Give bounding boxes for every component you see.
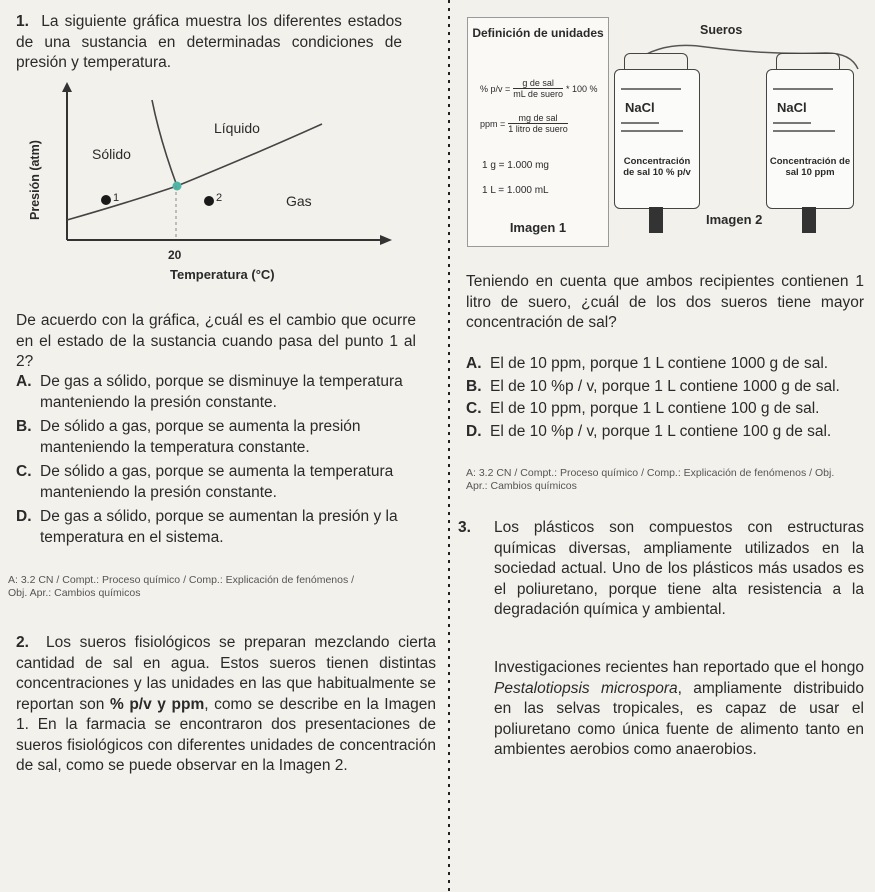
q2-option-a[interactable]	[466, 354, 868, 375]
q2-text-after: , como se describe en la Imagen 1. En la farmacia se encontraron dos presentaciones de sueros fisiológicos con diferentes unidades de concentración de sal, como se puede observar en la Imagen 2.	[16, 695, 437, 774]
conversion-g-mg: 1 g = 1.000 mg	[482, 160, 549, 171]
image2-caption: Imagen 2	[706, 212, 763, 227]
formula-ppm-left: ppm =	[480, 118, 506, 129]
bag2-line	[773, 122, 811, 124]
formula-pv-fraction	[513, 78, 563, 99]
point-2-marker	[204, 196, 214, 206]
q2-option-d[interactable]	[466, 422, 868, 443]
formula-pv-num: g de sal	[513, 78, 563, 89]
image1-caption: Imagen 1	[509, 220, 567, 235]
q1-option-d[interactable]	[16, 507, 420, 548]
q3-number: 3.	[458, 519, 471, 536]
image1-title: Definición de unidades	[472, 26, 604, 40]
liquid-label: Líquido	[214, 120, 260, 136]
x-axis-label: Temperatura (°C)	[170, 267, 275, 282]
q2-text-before: Los sueros fisiológicos se preparan mezclando cierta cantidad de sal en agua. Estos sueros tienen distintas concentraciones y las unidades en las que habitualmente se reportan son	[16, 634, 436, 713]
bag1-line	[621, 122, 659, 124]
formula-ppm-fraction	[508, 113, 568, 134]
q2-number: 2.	[16, 634, 29, 651]
q2-units: % p/v y ppm	[109, 695, 205, 713]
formula-pv-left: % p/v =	[480, 83, 511, 94]
bag2-line	[773, 88, 833, 90]
bag2	[766, 69, 854, 209]
q3-fungus-name: Pestalotiopsis microspora	[494, 679, 678, 697]
q2-statement	[16, 633, 436, 777]
image2	[606, 17, 868, 245]
point-1-marker	[101, 195, 111, 205]
q1-option-a-text: De gas a sólido, porque se disminuye la temperatura manteniendo la presión constante.	[40, 373, 403, 411]
point-1-label: 1	[113, 192, 120, 204]
phase-diagram-svg	[20, 80, 420, 290]
q1-options	[16, 372, 420, 552]
phase-diagram	[20, 80, 420, 290]
formula-ppm	[480, 113, 568, 134]
conversion-l-ml: 1 L = 1.000 mL	[482, 185, 549, 196]
bag2-line	[773, 130, 835, 132]
y-axis-arrow	[62, 82, 72, 92]
q2-option-b-text: El de 10 %p / v, porque 1 L contiene 1000 g de sal.	[490, 377, 840, 395]
q1-option-d-text: De gas a sólido, porque se aumentan la presión y la temperatura en el sistema.	[40, 508, 398, 546]
q2-option-b-letter: B.	[466, 377, 482, 395]
q1-statement	[16, 12, 402, 74]
q3-p2-after: , ampliamente distribuido en las selvas tropicales, es capaz de usar el poliuretano como única fuente de alimento tanto en ambientes aerobios como anaerobios.	[494, 679, 865, 758]
bag1-line	[621, 88, 681, 90]
triple-point	[173, 182, 182, 191]
q2-option-b[interactable]	[466, 377, 868, 398]
y-axis-label: Presión (atm)	[28, 140, 42, 220]
sublimation-curve	[67, 186, 177, 220]
formula-ppm-num: mg de sal	[508, 113, 568, 124]
bag1-concentration: Concentración de sal 10 % p/v	[623, 156, 691, 178]
q2-option-d-letter: D.	[466, 422, 482, 440]
q1-option-c-letter: C.	[16, 463, 32, 480]
bag2-port	[802, 207, 816, 233]
bag2-tab	[776, 53, 840, 70]
formula-pv-right: * 100 %	[565, 83, 598, 94]
formula-ppm-den: 1 litro de suero	[508, 124, 568, 134]
bag1-name: NaCl	[625, 100, 655, 115]
q1-option-c-text: De sólido a gas, porque se aumenta la temperatura manteniendo la presión constante.	[40, 463, 394, 501]
q1-option-b[interactable]	[16, 417, 420, 458]
q1-option-b-letter: B.	[16, 418, 32, 435]
bag2-concentration: Concentración de sal 10 ppm	[769, 156, 851, 178]
bag1-tab	[624, 53, 688, 70]
image2-title: Sueros	[700, 23, 743, 37]
gas-label: Gas	[286, 193, 312, 209]
q1-statement-text: La siguiente gráfica muestra los diferentes estados de una sustancia en determinadas condiciones de presión y temperatura.	[16, 13, 402, 71]
point-2-label: 2	[216, 192, 223, 204]
bag2-name: NaCl	[777, 100, 807, 115]
q3-block	[458, 518, 864, 621]
x-tick-20: 20	[168, 248, 182, 262]
q1-footnote: A: 3.2 CN / Compt.: Proceso químico / Comp.: Explicación de fenómenos / Obj. Apr.: Cambios químicos	[8, 574, 355, 599]
q2-option-a-letter: A.	[466, 355, 482, 372]
q2-question: Teniendo en cuenta que ambos recipientes contienen 1 litro de suero, ¿cuál de los dos sueros tiene mayor concentración de sal?	[466, 273, 864, 331]
q2-option-d-text: El de 10 %p / v, porque 1 L contiene 100 g de sal.	[490, 422, 832, 440]
q1-number: 1.	[16, 13, 29, 30]
q1-option-b-text: De sólido a gas, porque se aumenta la presión manteniendo la temperatura constante.	[40, 418, 361, 456]
q2-options	[466, 354, 868, 444]
q2-option-c-text: El de 10 ppm, porque 1 L contiene 100 g de sal.	[490, 400, 820, 417]
q2-footnote: A: 3.2 CN / Compt.: Proceso químico / Comp.: Explicación de fenómenos / Obj. Apr.: Cambios químicos	[466, 467, 835, 492]
q3-paragraph-2	[494, 658, 864, 761]
bag1	[614, 69, 700, 209]
formula-pv-den: mL de suero	[513, 89, 563, 99]
q1-option-a-letter: A.	[16, 373, 32, 390]
q2-option-c-letter: C.	[466, 400, 482, 417]
q1-option-a[interactable]	[16, 372, 420, 413]
bag1-port	[649, 207, 663, 233]
image1-box	[467, 17, 609, 247]
q1-question: De acuerdo con la gráfica, ¿cuál es el cambio que ocurre en el estado de la sustancia cuando pasa del punto 1 al 2?	[16, 312, 416, 370]
q1-option-c[interactable]	[16, 462, 420, 503]
x-axis-arrow	[380, 235, 392, 245]
q2-option-a-text: El de 10 ppm, porque 1 L contiene 1000 g de sal.	[490, 355, 829, 372]
bag1-line	[621, 130, 683, 132]
formula-pv	[480, 78, 598, 99]
q2-option-c[interactable]	[466, 399, 868, 420]
q1-option-d-letter: D.	[16, 508, 32, 525]
fusion-curve	[152, 100, 177, 186]
q3-p2-before: Investigaciones recientes han reportado que el hongo	[494, 659, 864, 676]
q3-paragraph-1: Los plásticos son compuestos con estructuras químicas diversas, ampliamente utilizados en la sociedad actual. Uno de los plásticos más usados es el poliuretano, porque tiene alta resistencia a la degradación química y ambiental.	[494, 519, 864, 618]
column-divider	[448, 0, 450, 892]
solid-label: Sólido	[92, 146, 131, 162]
